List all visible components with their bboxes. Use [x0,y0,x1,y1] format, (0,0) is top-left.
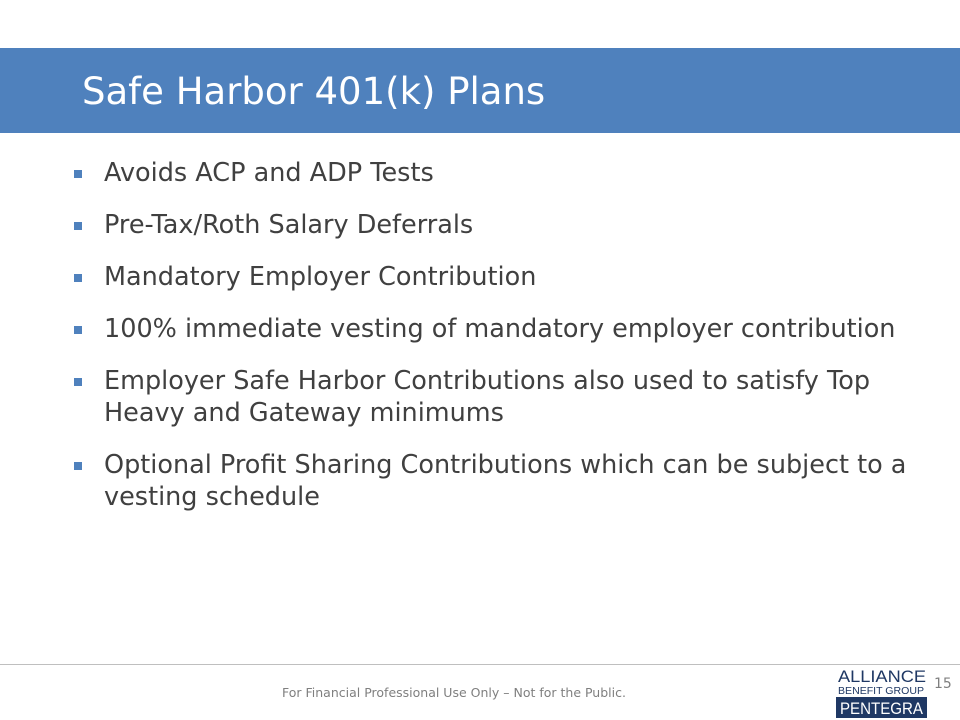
bullet-text: 100% immediate vesting of mandatory employer contribution [104,314,896,344]
footer-disclaimer: For Financial Professional Use Only – Not for the Public. [282,685,626,700]
bullet-item [68,209,908,241]
slide-title: Safe Harbor 401(k) Plans [82,70,546,113]
bullet-text: Mandatory Employer Contribution [104,262,537,292]
bullet-item [68,313,908,345]
bullet-text: Employer Safe Harbor Contributions also used to satisfy Top Heavy and Gateway minimums [104,366,871,428]
bullet-text: Avoids ACP and ADP Tests [104,158,434,188]
footer-divider [0,664,960,665]
logo-line-pentegra: PENTEGRA [840,699,924,718]
square-bullet-icon [74,326,82,334]
bullet-item [68,449,908,513]
alliance-pentegra-logo [836,667,933,720]
bullet-list [68,157,908,533]
square-bullet-icon [74,222,82,230]
bullet-item [68,365,908,429]
square-bullet-icon [74,462,82,470]
square-bullet-icon [74,378,82,386]
bullet-text: Optional Profit Sharing Contributions which can be subject to a vesting schedule [104,450,907,512]
logo-line-alliance: ALLIANCE [838,667,926,686]
bullet-item [68,157,908,189]
bullet-text: Pre-Tax/Roth Salary Deferrals [104,210,474,240]
square-bullet-icon [74,170,82,178]
logo-line-benefit-group: BENEFIT GROUP [838,686,925,697]
bullet-item [68,261,908,293]
page-number: 15 [934,676,952,692]
square-bullet-icon [74,274,82,282]
